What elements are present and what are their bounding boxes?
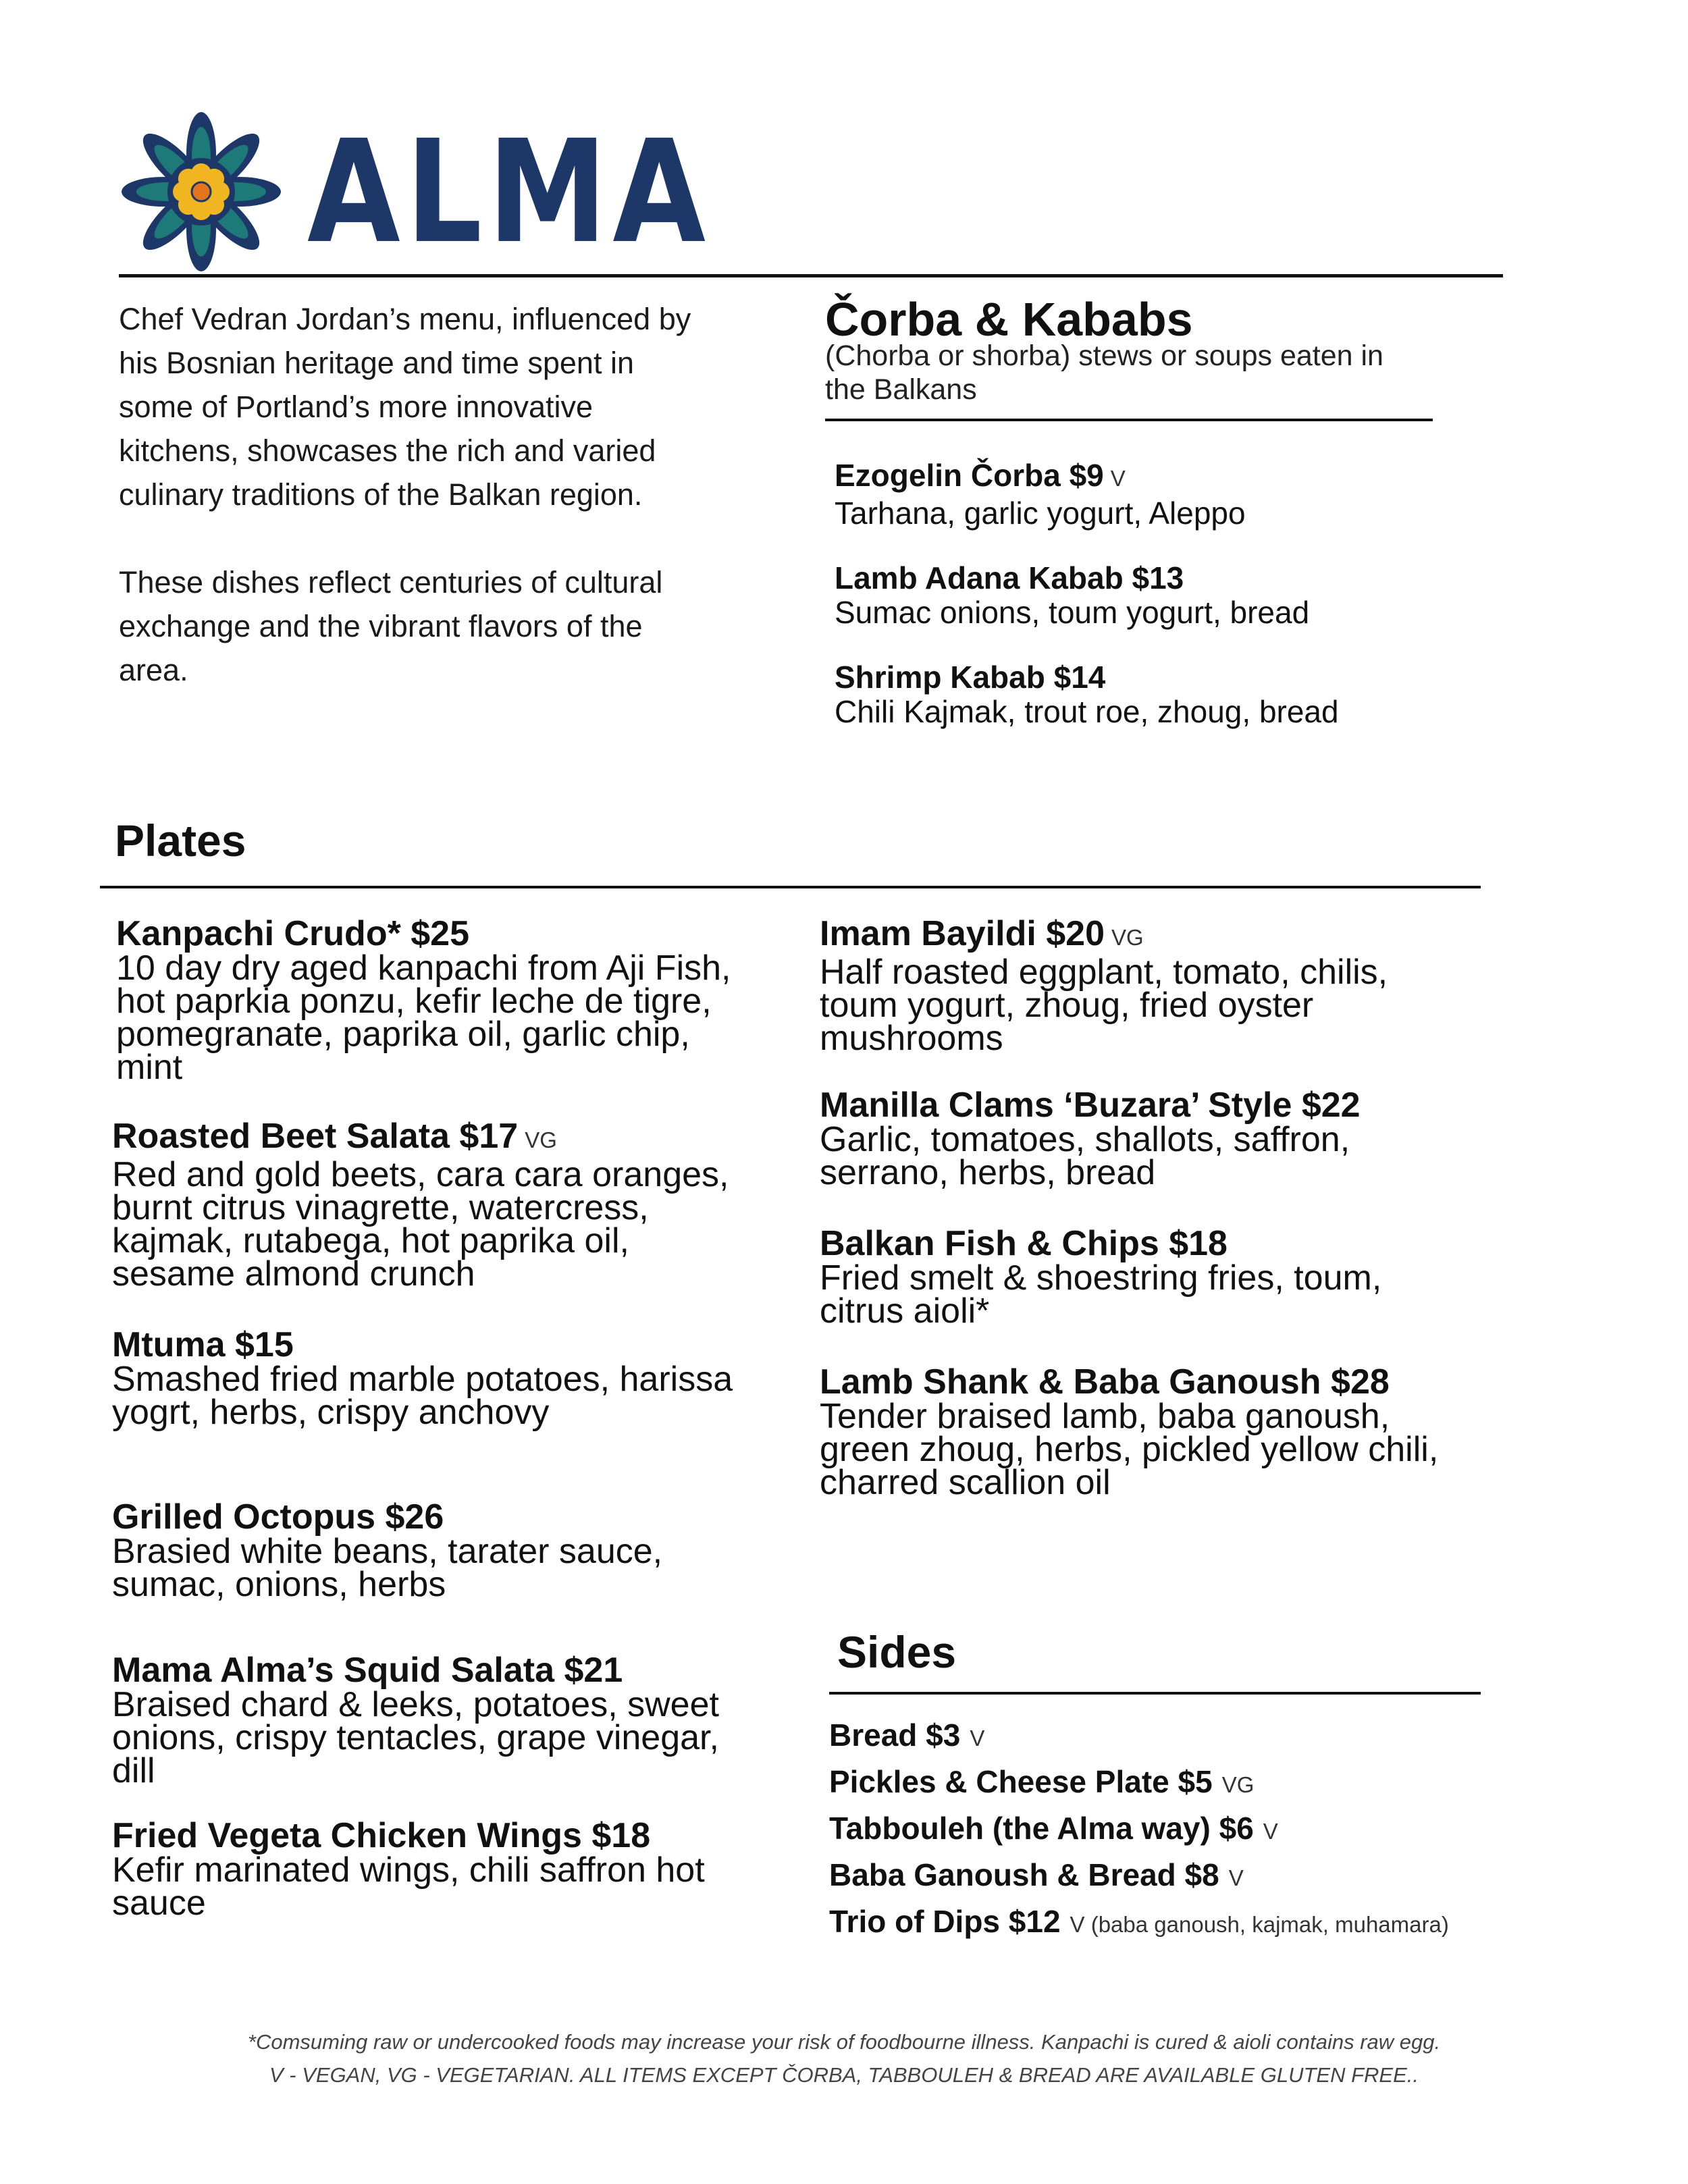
menu-item	[112, 1117, 760, 1294]
sides-section-title: Sides	[837, 1627, 957, 1677]
footer-notes	[0, 2025, 1688, 2092]
diet-tag: V	[1263, 1819, 1278, 1844]
corba-list	[835, 458, 1483, 759]
item-name: Mama Alma’s Squid Salata $21	[112, 1651, 623, 1690]
menu-item	[112, 1816, 760, 1923]
diet-tag: V	[1110, 466, 1126, 491]
item-description: Garlic, tomatoes, shallots, saffron, serrano, herbs, bread	[820, 1120, 1350, 1192]
item-description: Sumac onions, toum yogurt, bread	[835, 595, 1310, 630]
item-name: Manilla Clams ‘Buzara’ Style $22	[820, 1086, 1361, 1125]
flower-logo-icon	[116, 107, 286, 277]
menu-item	[835, 560, 1483, 629]
menu-item	[112, 1325, 760, 1432]
intro-text	[119, 297, 713, 736]
brand-wordmark: ALMA	[307, 109, 712, 275]
item-name: Pickles & Cheese Plate $5	[829, 1764, 1213, 1799]
item-description: Braised chard & leeks, potatoes, sweet onions, crispy tentacles, grape vinegar, dill	[112, 1685, 719, 1790]
side-item	[829, 1900, 1538, 1946]
menu-item	[820, 1087, 1427, 1190]
item-description: 10 day dry aged kanpachi from Aji Fish, hot paprkia ponzu, kefir leche de tigre, pomegranate, paprika oil, garlic chip, mint	[116, 949, 731, 1087]
plates-section-title: Plates	[115, 816, 246, 865]
diet-legend: V - VEGAN, VG - VEGETARIAN. ALL ITEMS EXCEPT ČORBA, TABBOULEH & BREAD ARE AVAILABLE GLUTEN FREE..	[269, 2063, 1419, 2087]
menu-item	[112, 1652, 760, 1788]
item-name: Mtuma $15	[112, 1325, 294, 1364]
item-name: Baba Ganoush & Bread $8	[829, 1857, 1219, 1892]
allergy-disclaimer: *Comsuming raw or undercooked foods may increase your risk of foodbourne illness. Kanpachi is cured & aioli contains raw egg.	[247, 2030, 1441, 2054]
item-name: Imam Bayildi $20	[820, 914, 1105, 953]
sides-divider	[829, 1692, 1481, 1695]
diet-tag: V	[1228, 1865, 1244, 1890]
item-name: Lamb Shank & Baba Ganoush $28	[820, 1362, 1390, 1402]
menu-item	[835, 660, 1483, 728]
item-description: Tarhana, garlic yogurt, Aleppo	[835, 496, 1246, 531]
plates-divider	[100, 886, 1481, 888]
sides-list	[829, 1713, 1538, 1946]
intro-paragraph: Chef Vedran Jordan’s menu, influenced by his Bosnian heritage and time spent in some of Portland’s more innovative kitchens, showcases the rich and varied culinary traditions of the Balkan region.	[119, 302, 691, 512]
item-name: Trio of Dips $12	[829, 1904, 1061, 1939]
menu-item	[835, 458, 1483, 530]
corba-section-title: Čorba & Kababs	[825, 293, 1193, 346]
item-description: Kefir marinated wings, chili saffron hot sauce	[112, 1850, 705, 1923]
item-name: Fried Vegeta Chicken Wings $18	[112, 1816, 651, 1855]
item-name: Roasted Beet Salata $17	[112, 1117, 519, 1156]
item-description: Smashed fried marble potatoes, harissa yogrt, herbs, crispy anchovy	[112, 1360, 733, 1432]
item-name: Shrimp Kabab $14	[835, 660, 1106, 695]
item-description: Tender braised lamb, baba ganoush, green zhoug, herbs, pickled yellow chili, charred scallion oil	[820, 1397, 1439, 1502]
diet-tag: VG	[1111, 925, 1144, 950]
side-item	[829, 1760, 1538, 1807]
header-divider	[119, 274, 1503, 277]
item-description: Chili Kajmak, trout roe, zhoug, bread	[835, 694, 1339, 729]
intro-paragraph: These dishes reflect centuries of cultural exchange and the vibrant flavors of the area.	[119, 565, 663, 687]
item-name: Tabbouleh (the Alma way) $6	[829, 1811, 1254, 1846]
diet-tag: VG	[1221, 1772, 1255, 1797]
item-description: Half roasted eggplant, tomato, chilis, toum yogurt, zhoug, fried oyster mushrooms	[820, 953, 1388, 1058]
diet-tag: V (baba ganoush, kajmak, muhamara)	[1070, 1912, 1449, 1937]
menu-item	[112, 1497, 760, 1604]
menu-item	[820, 1224, 1427, 1331]
corba-section-subtitle: (Chorba or shorba) stews or soups eaten in the Balkans	[825, 340, 1383, 406]
diet-tag: VG	[525, 1127, 557, 1152]
item-description: Fried smelt & shoestring fries, toum, citrus aioli*	[820, 1258, 1382, 1331]
item-description: Brasied white beans, tarater sauce, sumac, onions, herbs	[112, 1532, 663, 1604]
diet-tag: V	[970, 1726, 985, 1751]
item-name: Kanpachi Crudo* $25	[116, 914, 470, 953]
menu-item	[820, 914, 1427, 1058]
item-name: Lamb Adana Kabab $13	[835, 560, 1184, 595]
side-item	[829, 1713, 1538, 1760]
item-name: Balkan Fish & Chips $18	[820, 1224, 1228, 1263]
corba-divider	[825, 419, 1433, 421]
menu-item	[820, 1362, 1468, 1502]
item-description: Red and gold beets, cara cara oranges, burnt citrus vinagrette, watercress, kajmak, rutabega, hot paprika oil, sesame almond crunch	[112, 1155, 729, 1294]
side-item	[829, 1853, 1538, 1900]
item-name: Ezogelin Čorba $9	[835, 458, 1104, 493]
menu-item	[116, 914, 764, 1087]
item-name: Grilled Octopus $26	[112, 1497, 444, 1537]
item-name: Bread $3	[829, 1717, 961, 1753]
side-item	[829, 1807, 1538, 1853]
